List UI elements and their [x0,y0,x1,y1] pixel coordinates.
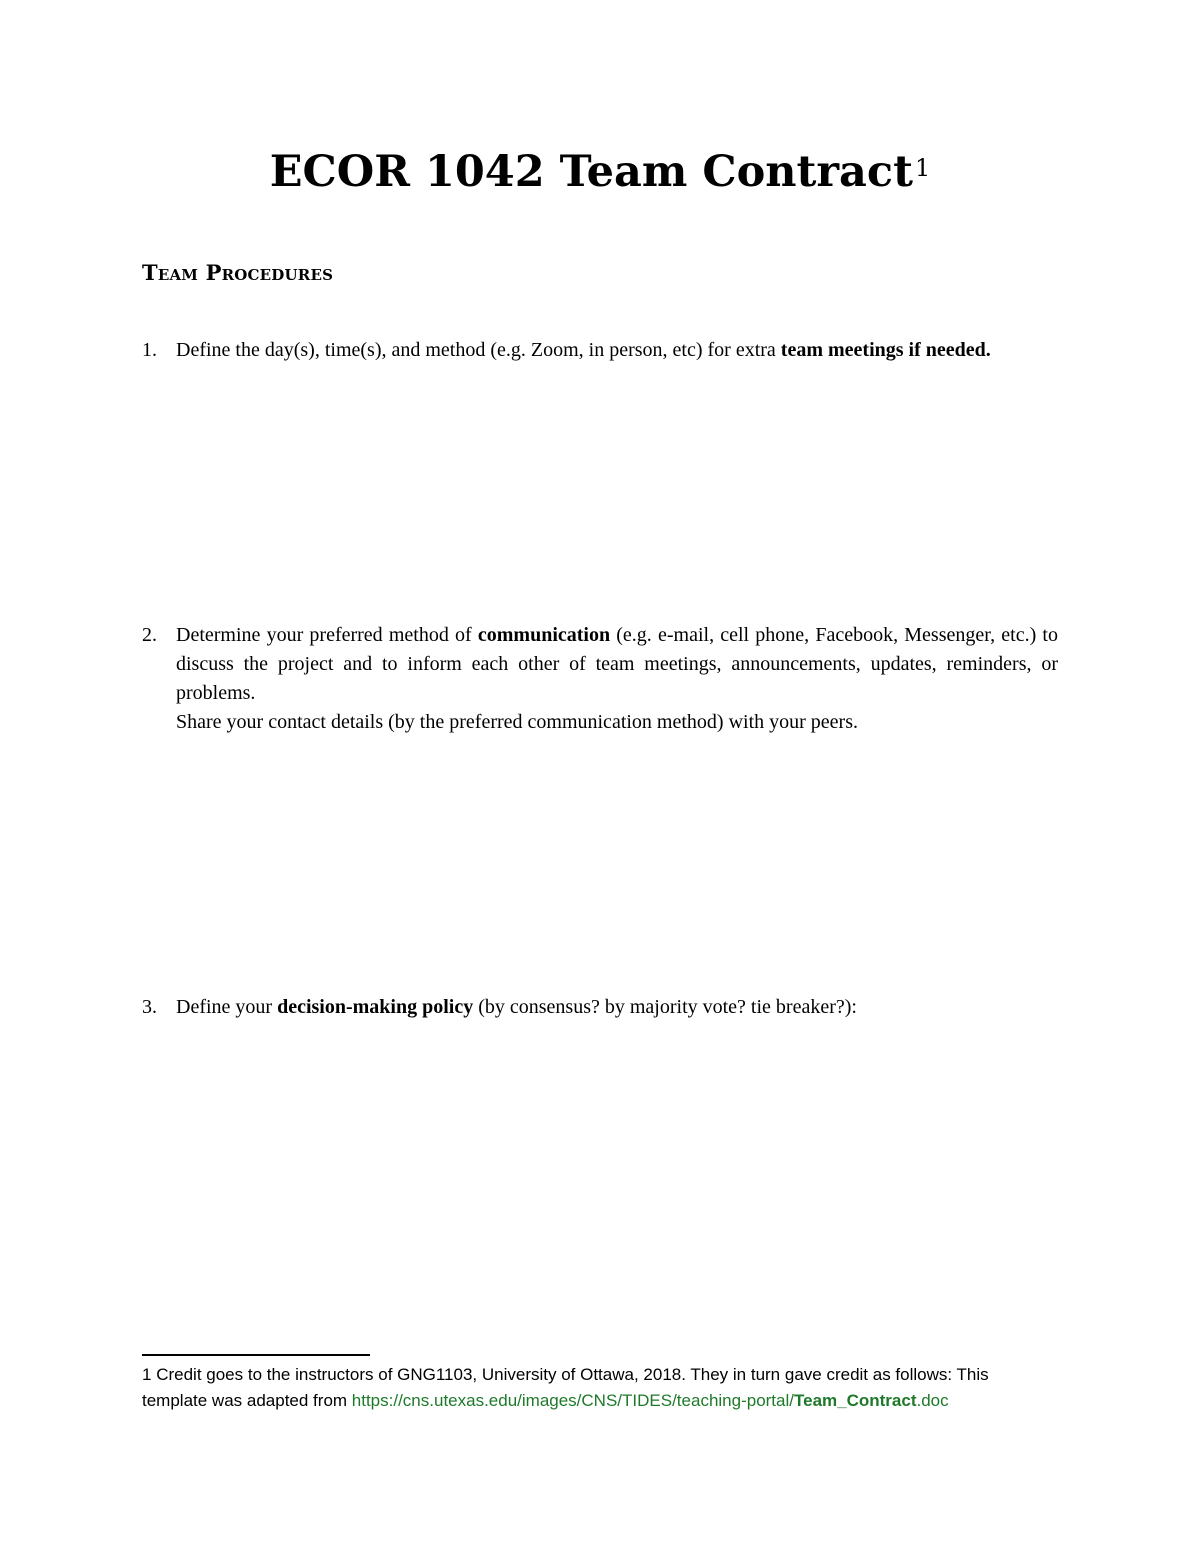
list-item-number: 1. [142,339,157,361]
item-text-before: Determine your preferred method of [176,624,478,646]
list-item-body [176,621,1058,737]
footnote-link-bold: Team_Contract [794,1391,917,1410]
list-item-number: 3. [142,996,157,1018]
list-item-second-paragraph: Share your contact details (by the preferred communication method) with your peers. [176,711,858,733]
item-bold-text: team meetings if needed. [780,339,991,361]
list-item-text [176,621,1058,708]
list-item-text [176,336,1058,365]
footnote-marker: 1 [142,1365,152,1384]
footnote-link-part1: https://cns.utexas.edu/images/CNS/TIDES/teaching-portal/ [351,1391,794,1410]
document-title [0,142,1200,202]
list-item-body [176,993,1058,1022]
footnote-link[interactable] [352,1391,949,1410]
item-text-after: (by consensus? by majority vote? tie breaker?): [473,996,857,1018]
footnote [142,1362,1058,1414]
item-text-before: Define the day(s), time(s), and method (e.g. Zoom, in person, etc) for extra [176,339,781,361]
footnote-text: Credit goes to the instructors of GNG1103, University of Ottawa, 2018. They in turn gave credit as follows: This template was adapted from [142,1365,989,1410]
footnote-separator [142,1354,370,1356]
section-heading: Team Procedures [142,260,334,285]
list-item-number: 2. [142,624,157,646]
list-item [142,621,1058,737]
list-item [142,993,1058,1022]
footnote-link-part2: .doc [916,1391,949,1410]
title-footnote-marker[interactable]: 1 [914,154,931,182]
list-item-text [176,993,1058,1022]
item-text-before: Define your [176,996,278,1018]
item-bold-text: communication [477,624,611,646]
item-text-after: (e.g. e-mail, cell phone, Facebook, Messenger, etc.) to discuss the project and to inform each other of team meetings, announcements, updates, reminders, or problems. [176,624,1058,704]
title-text: ECOR 1042 Team Contract [269,147,913,197]
list-item [142,336,1058,365]
item-bold-text: decision-making policy [277,996,474,1018]
list-item-body [176,336,1058,365]
